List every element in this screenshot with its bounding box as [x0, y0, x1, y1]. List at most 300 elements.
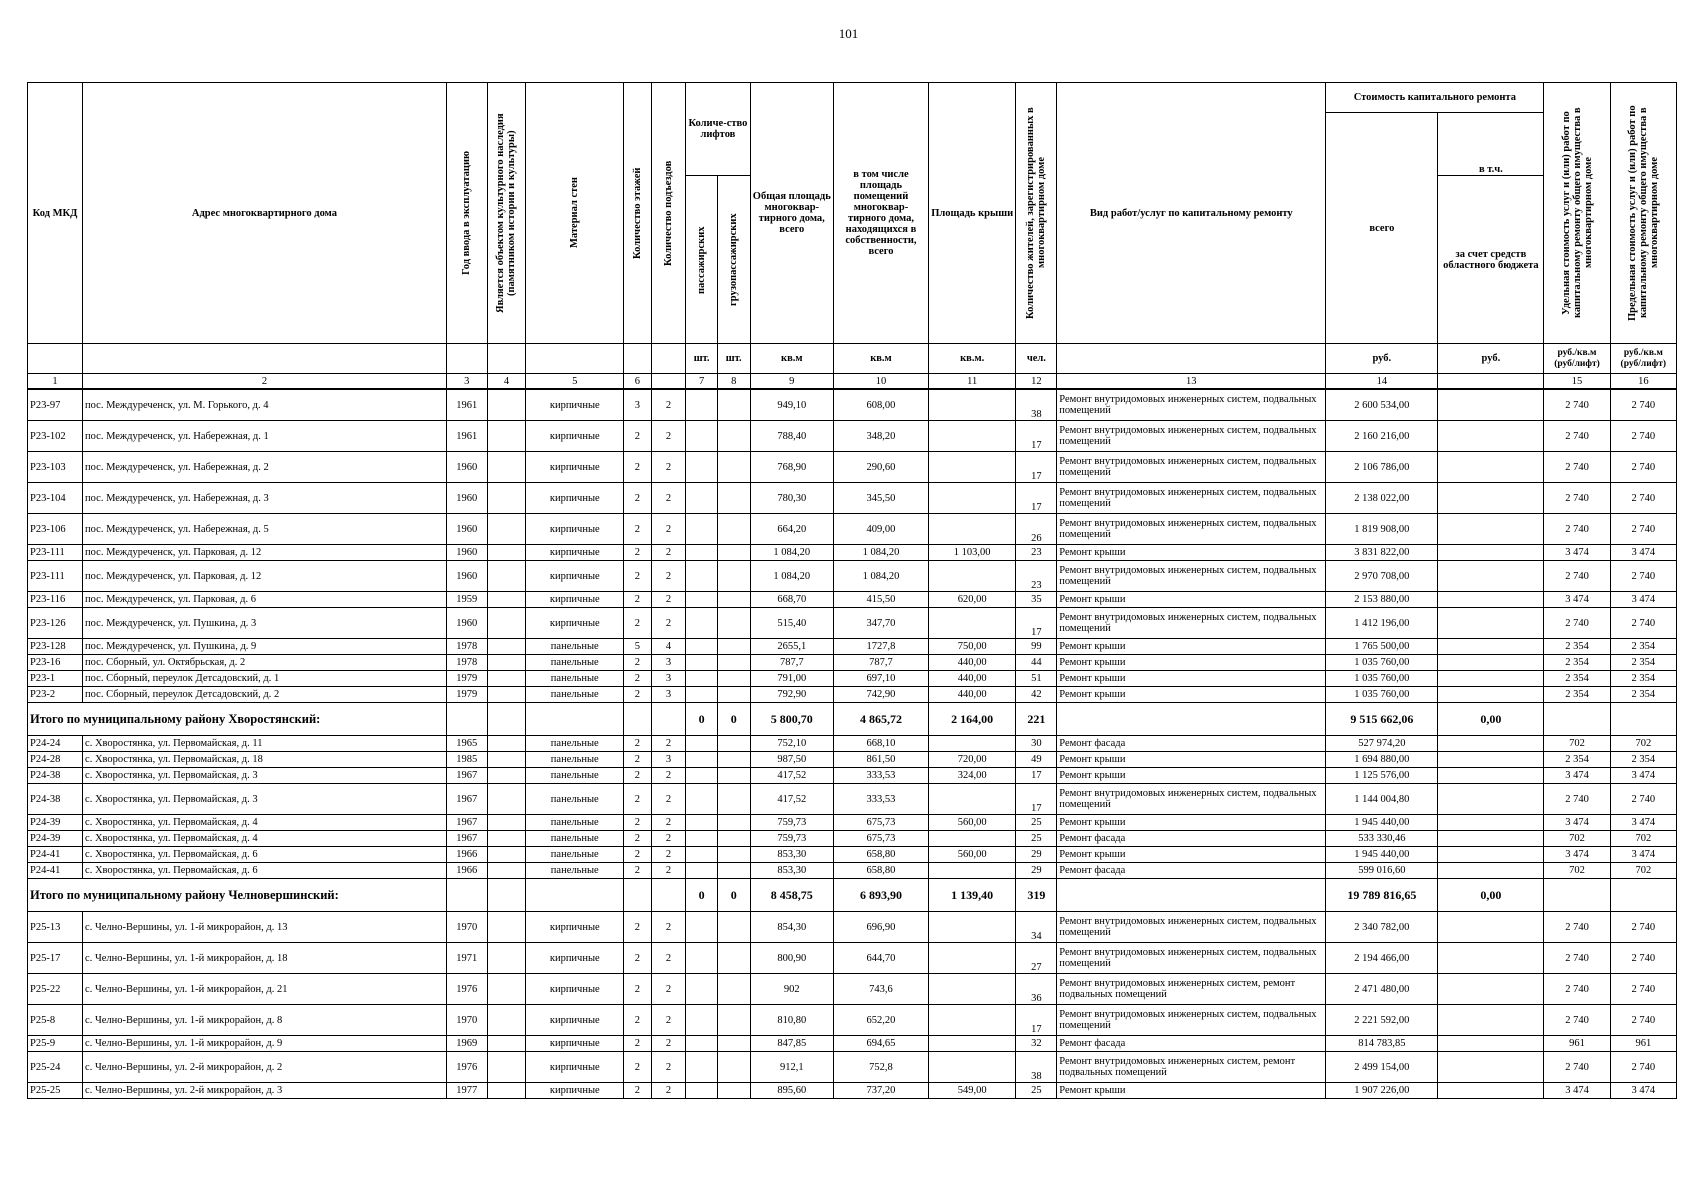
cell-material: кирпичные — [526, 1036, 624, 1052]
cell-unit: 2 740 — [1544, 608, 1610, 639]
cell-roof: 1 103,00 — [928, 545, 1016, 561]
header-unit-cost: Удельная стоимость услуг и (или) работ по капитальному ремонту общего имущества в многоквартирном доме — [1544, 83, 1610, 344]
cell-work: Ремонт крыши — [1057, 1083, 1326, 1099]
cell-roof — [928, 943, 1016, 974]
cell-cargo — [717, 863, 750, 879]
total-pass: 0 — [686, 879, 718, 912]
cell-residents: 51 — [1016, 671, 1057, 687]
cell-residents: 32 — [1016, 1036, 1057, 1052]
table-row — [28, 561, 1677, 592]
header-regional: за счет средств областного бюджета — [1438, 176, 1544, 344]
cell-code: Р23-16 — [28, 655, 83, 671]
table-row — [28, 1052, 1677, 1083]
cell-entrances: 2 — [651, 863, 686, 879]
cell-material: панельные — [526, 639, 624, 655]
cell-residents: 49 — [1016, 752, 1057, 768]
column-number: 14 — [1326, 374, 1438, 390]
cell-year: 1970 — [446, 1005, 487, 1036]
cell-limit: 2 740 — [1610, 1005, 1676, 1036]
cell-unit: 2 740 — [1544, 421, 1610, 452]
cell-code: Р23-1 — [28, 671, 83, 687]
cell-heritage — [487, 784, 526, 815]
cell-unit: 2 354 — [1544, 639, 1610, 655]
cell-regional — [1438, 784, 1544, 815]
cell-material: панельные — [526, 671, 624, 687]
cell-work: Ремонт фасада — [1057, 831, 1326, 847]
cell-residents: 29 — [1016, 863, 1057, 879]
empty-cell — [651, 703, 686, 736]
total-residents: 221 — [1016, 703, 1057, 736]
cell-entrances: 2 — [651, 514, 686, 545]
cell-entrances: 2 — [651, 831, 686, 847]
cell-residents: 29 — [1016, 847, 1057, 863]
cell-owned-area: 743,6 — [834, 974, 929, 1005]
cell-code: Р24-41 — [28, 863, 83, 879]
header-code: Код МКД — [28, 83, 83, 344]
cell-code: Р23-97 — [28, 389, 83, 421]
cell-roof — [928, 452, 1016, 483]
repair-register-table — [27, 82, 1677, 1099]
header-address: Адрес многоквартирного дома — [83, 83, 447, 344]
cell-regional — [1438, 736, 1544, 752]
cell-heritage — [487, 483, 526, 514]
cell-cost: 2 471 480,00 — [1326, 974, 1438, 1005]
cell-code: Р24-39 — [28, 831, 83, 847]
column-numbers-row — [28, 374, 1677, 390]
header-incl: в т.ч. — [1438, 113, 1544, 176]
total-roof: 1 139,40 — [928, 879, 1016, 912]
table-row — [28, 1036, 1677, 1052]
cell-code: Р24-41 — [28, 847, 83, 863]
cell-limit: 2 354 — [1610, 687, 1676, 703]
cell-pass — [686, 768, 718, 784]
cell-unit: 2 740 — [1544, 483, 1610, 514]
empty-cell — [526, 879, 624, 912]
cell-work: Ремонт крыши — [1057, 815, 1326, 831]
cell-floors: 2 — [624, 687, 652, 703]
cell-material: панельные — [526, 784, 624, 815]
cell-owned-area: 696,90 — [834, 912, 929, 943]
cell-cargo — [717, 752, 750, 768]
table-header — [28, 83, 1677, 390]
cell-heritage — [487, 768, 526, 784]
table-row — [28, 687, 1677, 703]
cell-year: 1976 — [446, 1052, 487, 1083]
cell-regional — [1438, 687, 1544, 703]
cell-total-area: 854,30 — [750, 912, 834, 943]
header-cost-total: всего — [1326, 113, 1438, 344]
cell-limit: 3 474 — [1610, 768, 1676, 784]
cell-limit: 3 474 — [1610, 545, 1676, 561]
cell-cargo — [717, 687, 750, 703]
cell-cost: 2 160 216,00 — [1326, 421, 1438, 452]
cell-residents: 23 — [1016, 561, 1057, 592]
cell-entrances: 2 — [651, 974, 686, 1005]
cell-limit: 3 474 — [1610, 847, 1676, 863]
cell-cost: 1 694 880,00 — [1326, 752, 1438, 768]
cell-material: панельные — [526, 655, 624, 671]
cell-pass — [686, 752, 718, 768]
cell-heritage — [487, 912, 526, 943]
table-row — [28, 452, 1677, 483]
header-passenger: пассажирских — [686, 176, 718, 344]
cell-regional — [1438, 483, 1544, 514]
cell-cargo — [717, 608, 750, 639]
cell-limit: 2 740 — [1610, 608, 1676, 639]
cell-roof — [928, 421, 1016, 452]
cell-total-area: 417,52 — [750, 768, 834, 784]
cell-floors: 2 — [624, 815, 652, 831]
cell-cost: 2 970 708,00 — [1326, 561, 1438, 592]
cell-heritage — [487, 452, 526, 483]
unit-people: чел. — [1016, 344, 1057, 374]
cell-cargo — [717, 736, 750, 752]
cell-code: Р23-103 — [28, 452, 83, 483]
cell-address: пос. Междуреченск, ул. Парковая, д. 12 — [83, 561, 447, 592]
cell-material: кирпичные — [526, 1005, 624, 1036]
cell-regional — [1438, 768, 1544, 784]
total-regional: 0,00 — [1438, 703, 1544, 736]
cell-heritage — [487, 421, 526, 452]
cell-regional — [1438, 815, 1544, 831]
cell-roof — [928, 483, 1016, 514]
cell-code: Р23-128 — [28, 639, 83, 655]
cell-total-area: 949,10 — [750, 389, 834, 421]
cell-floors: 2 — [624, 608, 652, 639]
total-label: Итого по муниципальному району Челновершинский: — [28, 879, 447, 912]
cell-floors: 2 — [624, 974, 652, 1005]
cell-cost: 1 945 440,00 — [1326, 847, 1438, 863]
column-number: 7 — [686, 374, 718, 390]
cell-roof: 620,00 — [928, 592, 1016, 608]
cell-code: Р25-22 — [28, 974, 83, 1005]
cell-total-area: 759,73 — [750, 815, 834, 831]
cell-cargo — [717, 784, 750, 815]
header-floors: Количество этажей — [624, 83, 652, 344]
cell-regional — [1438, 561, 1544, 592]
cell-owned-area: 608,00 — [834, 389, 929, 421]
total-total-area: 8 458,75 — [750, 879, 834, 912]
cell-limit: 2 740 — [1610, 1052, 1676, 1083]
cell-entrances: 2 — [651, 1036, 686, 1052]
cell-roof — [928, 974, 1016, 1005]
cell-address: с. Челно-Вершины, ул. 1-й микрорайон, д. 21 — [83, 974, 447, 1005]
cell-regional — [1438, 1052, 1544, 1083]
cell-floors: 2 — [624, 1083, 652, 1099]
cell-limit: 3 474 — [1610, 592, 1676, 608]
cell-owned-area: 668,10 — [834, 736, 929, 752]
cell-regional — [1438, 639, 1544, 655]
cell-material: панельные — [526, 831, 624, 847]
cell-owned-area: 675,73 — [834, 831, 929, 847]
cell-cargo — [717, 847, 750, 863]
cell-work: Ремонт внутридомовых инженерных систем, подвальных помещений — [1057, 1005, 1326, 1036]
cell-residents: 30 — [1016, 736, 1057, 752]
cell-cost: 1 412 196,00 — [1326, 608, 1438, 639]
total-regional: 0,00 — [1438, 879, 1544, 912]
header-year: Год ввода в эксплуатацию — [446, 83, 487, 344]
cell-unit: 2 740 — [1544, 912, 1610, 943]
cell-work: Ремонт внутридомовых инженерных систем, подвальных помещений — [1057, 389, 1326, 421]
cell-cargo — [717, 974, 750, 1005]
cell-cargo — [717, 545, 750, 561]
cell-address: с. Хворостянка, ул. Первомайская, д. 3 — [83, 784, 447, 815]
column-number: 6 — [624, 374, 652, 390]
cell-material: кирпичные — [526, 545, 624, 561]
empty-cell — [487, 703, 526, 736]
cell-floors: 2 — [624, 421, 652, 452]
cell-pass — [686, 592, 718, 608]
cell-entrances: 3 — [651, 687, 686, 703]
cell-regional — [1438, 1005, 1544, 1036]
cell-pass — [686, 421, 718, 452]
header-total-area: Общая площадь многоквар-тирного дома, всего — [750, 83, 834, 344]
cell-work: Ремонт внутридомовых инженерных систем, подвальных помещений — [1057, 452, 1326, 483]
cell-regional — [1438, 943, 1544, 974]
cell-address: с. Хворостянка, ул. Первомайская, д. 6 — [83, 863, 447, 879]
cell-floors: 2 — [624, 452, 652, 483]
cell-unit: 961 — [1544, 1036, 1610, 1052]
cell-code: Р23-111 — [28, 561, 83, 592]
cell-pass — [686, 943, 718, 974]
cell-address: пос. Междуреченск, ул. М. Горького, д. 4 — [83, 389, 447, 421]
cell-total-area: 788,40 — [750, 421, 834, 452]
cell-residents: 35 — [1016, 592, 1057, 608]
empty-cell — [446, 703, 487, 736]
cell-material: панельные — [526, 687, 624, 703]
cell-total-area: 417,52 — [750, 784, 834, 815]
cell-entrances: 2 — [651, 943, 686, 974]
column-number: 12 — [1016, 374, 1057, 390]
cell-cost: 527 974,20 — [1326, 736, 1438, 752]
cell-cost: 1 819 908,00 — [1326, 514, 1438, 545]
total-total-area: 5 800,70 — [750, 703, 834, 736]
cell-entrances: 2 — [651, 389, 686, 421]
cell-roof — [928, 912, 1016, 943]
table-row — [28, 847, 1677, 863]
header-cost: Стоимость капитального ремонта — [1326, 83, 1544, 113]
cell-roof — [928, 831, 1016, 847]
cell-code: Р23-106 — [28, 514, 83, 545]
cell-heritage — [487, 1083, 526, 1099]
cell-floors: 2 — [624, 831, 652, 847]
cell-regional — [1438, 514, 1544, 545]
cell-address: пос. Междуреченск, ул. Набережная, д. 5 — [83, 514, 447, 545]
cell-heritage — [487, 687, 526, 703]
cell-entrances: 3 — [651, 752, 686, 768]
cell-pass — [686, 639, 718, 655]
cell-entrances: 4 — [651, 639, 686, 655]
cell-cargo — [717, 1052, 750, 1083]
cell-unit: 2 740 — [1544, 514, 1610, 545]
cell-work: Ремонт внутридомовых инженерных систем, подвальных помещений — [1057, 784, 1326, 815]
table-row — [28, 671, 1677, 687]
cell-limit: 2 354 — [1610, 655, 1676, 671]
cell-work: Ремонт внутридомовых инженерных систем, ремонт подвальных помещений — [1057, 974, 1326, 1005]
cell-year: 1977 — [446, 1083, 487, 1099]
cell-entrances: 2 — [651, 1052, 686, 1083]
cell-address: пос. Междуреченск, ул. Набережная, д. 3 — [83, 483, 447, 514]
cell-total-area: 752,10 — [750, 736, 834, 752]
cell-limit: 3 474 — [1610, 1083, 1676, 1099]
cell-cost: 2 194 466,00 — [1326, 943, 1438, 974]
cell-material: панельные — [526, 768, 624, 784]
empty-cell — [1610, 879, 1676, 912]
cell-regional — [1438, 545, 1544, 561]
cell-roof: 750,00 — [928, 639, 1016, 655]
cell-cost: 2 153 880,00 — [1326, 592, 1438, 608]
table-row — [28, 514, 1677, 545]
cell-roof — [928, 608, 1016, 639]
column-number — [1438, 374, 1544, 390]
cell-unit: 3 474 — [1544, 1083, 1610, 1099]
cell-pass — [686, 1036, 718, 1052]
cell-residents: 17 — [1016, 784, 1057, 815]
total-pass: 0 — [686, 703, 718, 736]
cell-cost: 1 125 576,00 — [1326, 768, 1438, 784]
cell-cargo — [717, 768, 750, 784]
cell-limit: 702 — [1610, 831, 1676, 847]
cell-cost: 533 330,46 — [1326, 831, 1438, 847]
unit-sqm: кв.м. — [928, 344, 1016, 374]
cell-code: Р25-9 — [28, 1036, 83, 1052]
table-row — [28, 1083, 1677, 1099]
cell-unit: 702 — [1544, 736, 1610, 752]
table-row — [28, 655, 1677, 671]
cell-address: пос. Междуреченск, ул. Пушкина, д. 9 — [83, 639, 447, 655]
header-limit-cost: Предельная стоимость услуг и (или) работ по капитальному ремонту общего имущества в многоквартирном доме — [1610, 83, 1676, 344]
header-residents: Количество жителей, зарегистрированных в многоквартирном доме — [1016, 83, 1057, 344]
cell-cost: 814 783,85 — [1326, 1036, 1438, 1052]
cell-unit: 2 740 — [1544, 1005, 1610, 1036]
table-row — [28, 592, 1677, 608]
cell-unit: 2 740 — [1544, 561, 1610, 592]
cell-cargo — [717, 1083, 750, 1099]
cell-entrances: 2 — [651, 784, 686, 815]
cell-unit: 3 474 — [1544, 847, 1610, 863]
cell-limit: 2 740 — [1610, 483, 1676, 514]
cell-total-area: 853,30 — [750, 847, 834, 863]
cell-year: 1959 — [446, 592, 487, 608]
cell-heritage — [487, 815, 526, 831]
cell-heritage — [487, 389, 526, 421]
cell-owned-area: 737,20 — [834, 1083, 929, 1099]
unit-rate: руб./кв.м (руб/лифт) — [1610, 344, 1676, 374]
cell-cost: 2 221 592,00 — [1326, 1005, 1438, 1036]
cell-unit: 3 474 — [1544, 768, 1610, 784]
cell-entrances: 2 — [651, 1005, 686, 1036]
cell-work: Ремонт внутридомовых инженерных систем, подвальных помещений — [1057, 483, 1326, 514]
column-number: 4 — [487, 374, 526, 390]
cell-heritage — [487, 736, 526, 752]
cell-regional — [1438, 671, 1544, 687]
total-cost: 19 789 816,65 — [1326, 879, 1438, 912]
cell-roof: 560,00 — [928, 847, 1016, 863]
cell-regional — [1438, 752, 1544, 768]
cell-address: с. Челно-Вершины, ул. 1-й микрорайон, д. 9 — [83, 1036, 447, 1052]
table-row — [28, 736, 1677, 752]
cell-heritage — [487, 639, 526, 655]
header-entrances: Количество подъездов — [651, 83, 686, 344]
cell-total-area: 800,90 — [750, 943, 834, 974]
cell-roof: 440,00 — [928, 655, 1016, 671]
cell-cargo — [717, 815, 750, 831]
cell-entrances: 2 — [651, 847, 686, 863]
cell-residents: 27 — [1016, 943, 1057, 974]
cell-address: пос. Сборный, переулок Детсадовский, д. 1 — [83, 671, 447, 687]
cell-regional — [1438, 655, 1544, 671]
cell-cargo — [717, 452, 750, 483]
cell-unit: 2 740 — [1544, 784, 1610, 815]
cell-limit: 2 740 — [1610, 389, 1676, 421]
cell-owned-area: 644,70 — [834, 943, 929, 974]
cell-limit: 3 474 — [1610, 815, 1676, 831]
cell-material: кирпичные — [526, 1052, 624, 1083]
cell-limit: 2 354 — [1610, 752, 1676, 768]
cell-entrances: 2 — [651, 452, 686, 483]
cell-unit: 2 354 — [1544, 752, 1610, 768]
cell-limit: 702 — [1610, 863, 1676, 879]
cell-residents: 17 — [1016, 1005, 1057, 1036]
cell-regional — [1438, 912, 1544, 943]
cell-pass — [686, 452, 718, 483]
cell-limit: 2 740 — [1610, 421, 1676, 452]
cell-pass — [686, 784, 718, 815]
cell-floors: 2 — [624, 784, 652, 815]
cell-material: кирпичные — [526, 561, 624, 592]
cell-year: 1967 — [446, 784, 487, 815]
cell-owned-area: 345,50 — [834, 483, 929, 514]
table-row — [28, 752, 1677, 768]
cell-roof — [928, 561, 1016, 592]
unit-pcs: шт. — [717, 344, 750, 374]
cell-residents: 23 — [1016, 545, 1057, 561]
unit-sqm: кв.м — [834, 344, 929, 374]
cell-entrances: 2 — [651, 768, 686, 784]
cell-material: кирпичные — [526, 514, 624, 545]
cell-unit: 2 354 — [1544, 655, 1610, 671]
cell-total-area: 912,1 — [750, 1052, 834, 1083]
cell-address: с. Челно-Вершины, ул. 2-й микрорайон, д. 3 — [83, 1083, 447, 1099]
cell-work: Ремонт крыши — [1057, 768, 1326, 784]
cell-cost: 1 907 226,00 — [1326, 1083, 1438, 1099]
cell-year: 1978 — [446, 639, 487, 655]
cell-entrances: 2 — [651, 608, 686, 639]
cell-unit: 3 474 — [1544, 545, 1610, 561]
cell-heritage — [487, 561, 526, 592]
table-row — [28, 1005, 1677, 1036]
column-number: 5 — [526, 374, 624, 390]
cell-year: 1960 — [446, 545, 487, 561]
cell-material: кирпичные — [526, 452, 624, 483]
cell-material: кирпичные — [526, 912, 624, 943]
cell-residents: 42 — [1016, 687, 1057, 703]
cell-owned-area: 787,7 — [834, 655, 929, 671]
cell-entrances: 2 — [651, 561, 686, 592]
cell-work: Ремонт фасада — [1057, 863, 1326, 879]
cell-code: Р24-38 — [28, 768, 83, 784]
cell-year: 1966 — [446, 847, 487, 863]
cell-floors: 2 — [624, 592, 652, 608]
cell-regional — [1438, 863, 1544, 879]
cell-address: с. Челно-Вершины, ул. 1-й микрорайон, д. 18 — [83, 943, 447, 974]
cell-regional — [1438, 831, 1544, 847]
cell-cost: 1 035 760,00 — [1326, 655, 1438, 671]
cell-total-area: 987,50 — [750, 752, 834, 768]
cell-material: кирпичные — [526, 483, 624, 514]
total-cargo: 0 — [717, 879, 750, 912]
cell-code: Р25-8 — [28, 1005, 83, 1036]
